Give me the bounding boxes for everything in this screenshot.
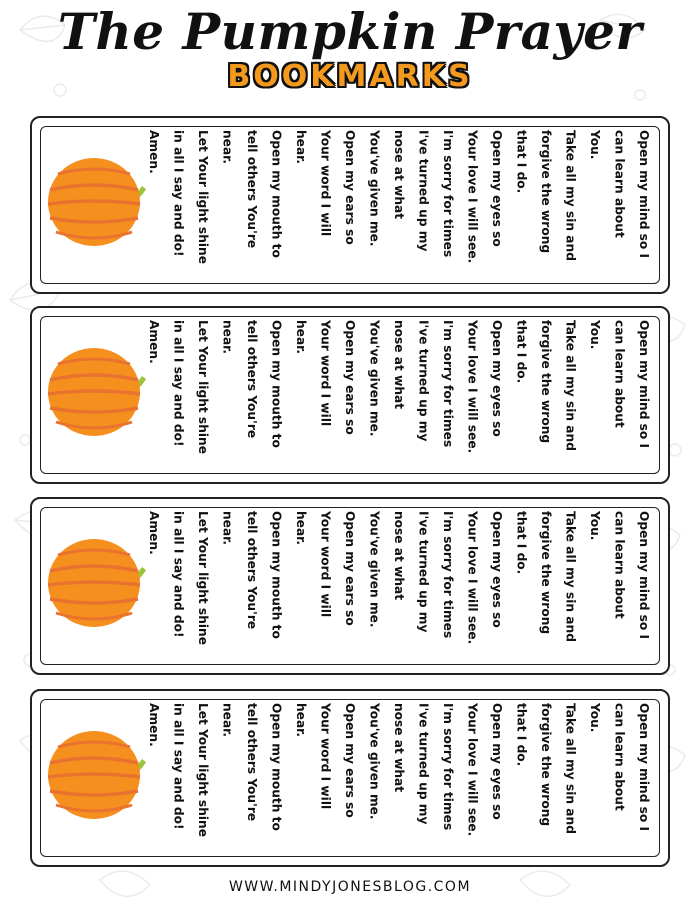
prayer-line: I've turned up my	[416, 320, 431, 442]
prayer-line: You've given me.	[367, 511, 382, 628]
bookmark-card	[30, 116, 670, 294]
prayer-line: Open my mouth to	[269, 320, 284, 448]
prayer-line: You've given me.	[367, 130, 382, 247]
prayer-line: You.	[588, 130, 602, 160]
prayer-line: hear.	[294, 511, 308, 546]
prayer-line: tell others You're	[245, 320, 259, 439]
prayer-line: I'm sorry for times	[441, 511, 455, 639]
prayer-line: in all I say and do!	[171, 130, 186, 257]
prayer-text	[144, 130, 654, 280]
prayer-line: can learn about	[612, 320, 627, 428]
prayer-line: Let Your light shine	[196, 320, 210, 454]
bookmark-card	[30, 497, 670, 675]
prayer-line: You've given me.	[367, 320, 382, 437]
page-subtitle: BOOKMARKS	[227, 59, 473, 94]
pumpkin-icon	[46, 342, 150, 442]
prayer-line: forgive the wrong	[539, 130, 553, 254]
prayer-line: Amen.	[147, 130, 161, 174]
bookmark-card	[30, 689, 670, 867]
prayer-line: I've turned up my	[416, 130, 431, 252]
prayer-line: Open my ears so	[343, 130, 357, 245]
prayer-line: Your word I will	[318, 130, 333, 237]
prayer-line: Open my mouth to	[269, 130, 284, 258]
prayer-text	[144, 703, 654, 853]
prayer-line: Let Your light shine	[196, 130, 210, 264]
prayer-line: hear.	[294, 130, 308, 165]
prayer-line: Open my eyes so	[490, 511, 504, 628]
prayer-line: tell others You're	[245, 511, 259, 630]
prayer-line: forgive the wrong	[539, 703, 553, 827]
prayer-line: Your word I will	[318, 703, 333, 810]
prayer-line: near.	[220, 320, 235, 355]
prayer-line: Take all my sin and	[563, 511, 578, 642]
prayer-text	[144, 320, 654, 470]
prayer-line: nose at what	[392, 320, 406, 410]
prayer-line: can learn about	[612, 130, 627, 238]
prayer-line: I've turned up my	[416, 703, 431, 825]
prayer-line: Open my mouth to	[269, 703, 284, 831]
prayer-line: forgive the wrong	[539, 320, 553, 444]
prayer-line: I'm sorry for times	[441, 703, 455, 831]
prayer-line: nose at what	[392, 511, 406, 601]
prayer-line: that I do.	[514, 511, 529, 575]
prayer-line: that I do.	[514, 703, 529, 767]
prayer-line: Amen.	[147, 703, 161, 747]
prayer-line: I'm sorry for times	[441, 130, 455, 258]
prayer-line: I've turned up my	[416, 511, 431, 633]
prayer-line: Open my eyes so	[490, 320, 504, 437]
prayer-line: nose at what	[392, 130, 406, 220]
prayer-line: You.	[588, 511, 602, 541]
prayer-line: Open my mind so I	[637, 320, 651, 449]
prayer-line: tell others You're	[245, 703, 259, 822]
prayer-line: Open my eyes so	[490, 703, 504, 820]
prayer-line: You.	[588, 703, 602, 733]
page-title: The Pumpkin Prayer	[57, 2, 643, 61]
prayer-line: that I do.	[514, 320, 529, 384]
prayer-line: Take all my sin and	[563, 130, 578, 261]
prayer-line: hear.	[294, 703, 308, 738]
pumpkin-icon	[46, 533, 150, 633]
prayer-line: in all I say and do!	[171, 511, 186, 638]
prayer-line: near.	[220, 703, 235, 738]
pumpkin-icon	[46, 152, 150, 252]
prayer-line: Let Your light shine	[196, 511, 210, 645]
prayer-line: Your love I will see.	[465, 511, 480, 645]
prayer-line: Open my mind so I	[637, 511, 651, 640]
prayer-line: nose at what	[392, 703, 406, 793]
prayer-line: Open my ears so	[343, 511, 357, 626]
prayer-line: Take all my sin and	[563, 320, 578, 451]
bookmark-card	[30, 306, 670, 484]
website-footer: WWW.MINDYJONESBLOG.COM	[228, 879, 472, 895]
prayer-line: Your love I will see.	[465, 703, 480, 837]
prayer-line: You've given me.	[367, 703, 382, 820]
prayer-line: Your word I will	[318, 320, 333, 427]
prayer-line: Amen.	[147, 511, 161, 555]
prayer-line: Open my ears so	[343, 320, 357, 435]
prayer-line: that I do.	[514, 130, 529, 194]
prayer-line: Open my ears so	[343, 703, 357, 818]
prayer-line: hear.	[294, 320, 308, 355]
prayer-line: Open my mind so I	[637, 130, 651, 259]
prayer-line: can learn about	[612, 703, 627, 811]
pumpkin-icon	[46, 725, 150, 825]
prayer-line: Amen.	[147, 320, 161, 364]
prayer-line: Open my mind so I	[637, 703, 651, 832]
prayer-line: Open my eyes so	[490, 130, 504, 247]
prayer-line: Open my mouth to	[269, 511, 284, 639]
prayer-line: Your love I will see.	[465, 320, 480, 454]
prayer-line: You.	[588, 320, 602, 350]
prayer-line: in all I say and do!	[171, 320, 186, 447]
prayer-text	[144, 511, 654, 661]
prayer-line: in all I say and do!	[171, 703, 186, 830]
prayer-line: I'm sorry for times	[441, 320, 455, 448]
prayer-line: Your love I will see.	[465, 130, 480, 264]
prayer-line: can learn about	[612, 511, 627, 619]
prayer-line: Take all my sin and	[563, 703, 578, 834]
prayer-line: tell others You're	[245, 130, 259, 249]
prayer-line: Let Your light shine	[196, 703, 210, 837]
prayer-line: Your word I will	[318, 511, 333, 618]
prayer-line: forgive the wrong	[539, 511, 553, 635]
prayer-line: near.	[220, 130, 235, 165]
prayer-line: near.	[220, 511, 235, 546]
